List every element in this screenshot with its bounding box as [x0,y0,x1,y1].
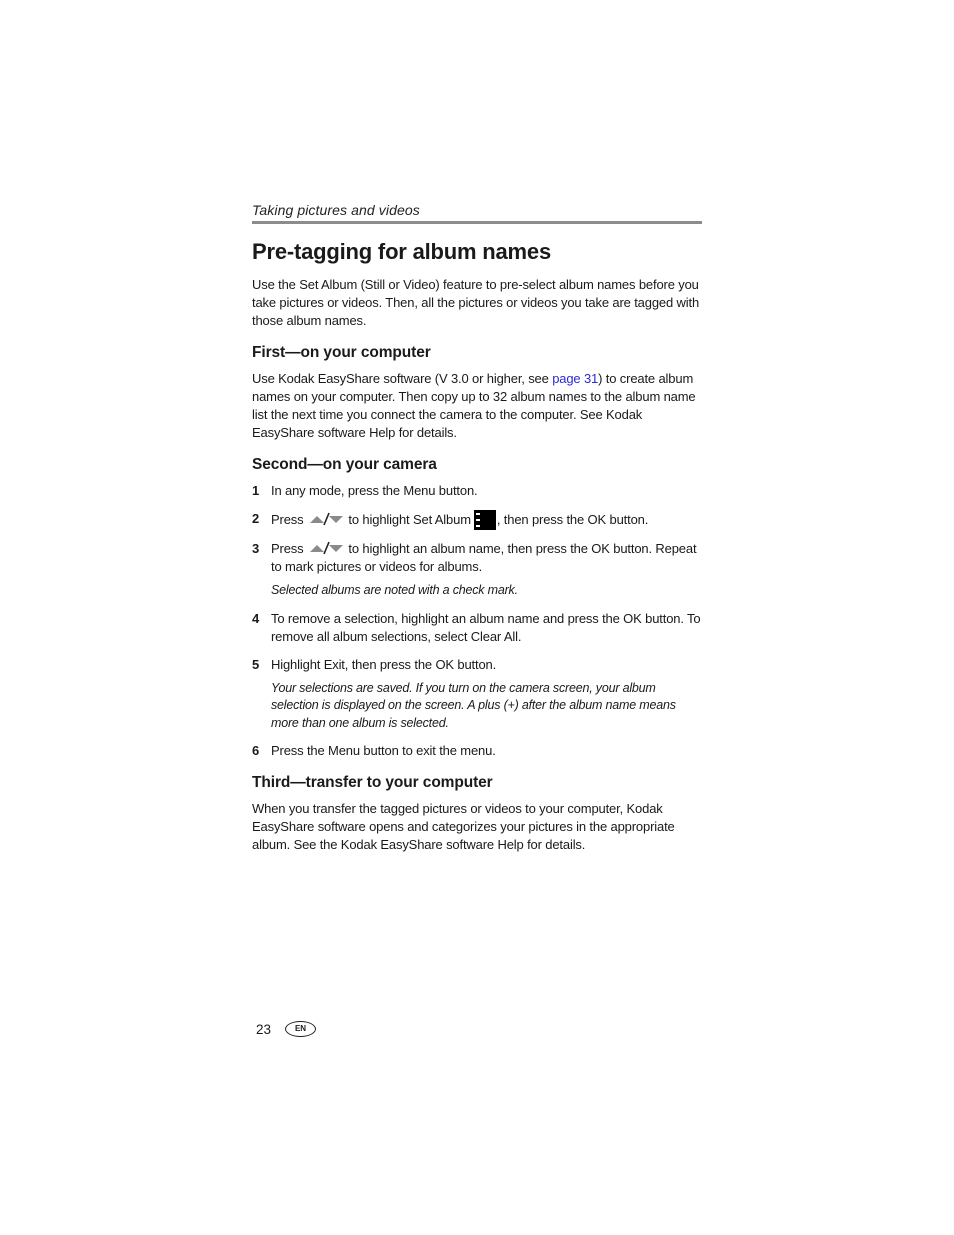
step-text-a: Press [271,541,304,556]
step-number: 3 [252,541,260,556]
step-text-c: , then press the OK button. [496,512,649,527]
step-number: 6 [252,743,260,758]
step-1 [252,482,702,500]
set-album-icon [474,510,496,530]
page-footer [256,1021,316,1037]
step-2 [252,510,702,530]
section-computer-paragraph [252,370,702,442]
page-title: Pre-tagging for album names [252,239,551,264]
up-down-arrows-icon [309,541,343,555]
section-transfer-paragraph: When you transfer the tagged pictures or videos to your computer, Kodak EasyShare software opens and categorizes your pictures in the appropriate album. See the Kodak EasyShare software Help for details. [252,801,675,852]
camera-steps-list [252,482,702,760]
language-badge: EN [285,1021,316,1037]
step-5 [252,656,702,733]
step-text: In any mode, press the Menu button. [271,483,478,498]
step-text: Highlight Exit, then press the OK button. [271,656,497,672]
intro-paragraph: Use the Set Album (Still or Video) feature to pre-select album names before you take pictures or videos. Then, all the pictures or videos you take are tagged with those album names. [252,277,700,328]
section-computer-text-b: ) to create album names on your computer. Then copy up to 32 album names to the album name list the next time you connect the camera to the computer. See Kodak EasyShare software Help for details. [252,371,696,440]
step-text-a: Press [271,512,304,527]
step-note: Selected albums are noted with a check mark. [271,583,518,597]
section-heading-transfer: Third—transfer to your computer [252,774,493,791]
step-number: 1 [252,483,260,498]
page-number: 23 [256,1021,272,1037]
step-3 [252,540,702,600]
page-content [252,202,702,854]
step-number: 2 [252,511,260,526]
step-number: 5 [252,656,260,672]
step-text-b: to highlight Set Album [348,512,471,527]
up-down-arrows-icon [309,512,343,526]
running-head: Taking pictures and videos [252,202,702,224]
section-heading-computer: First—on your computer [252,344,431,361]
section-computer-text-a: Use Kodak EasyShare software (V 3.0 or higher, see [252,371,553,386]
step-text: Press the Menu button to exit the menu. [271,743,496,758]
step-4 [252,610,702,646]
step-text-b: to highlight an album name, then press the OK button. Repeat to mark pictures or videos for albums. [271,541,697,574]
step-6 [252,742,702,760]
step-note: Your selections are saved. If you turn on the camera screen, your album selection is displayed on the screen. A plus (+) after the album name means more than one album is selected. [271,680,676,730]
step-text: To remove a selection, highlight an album name and press the OK button. To remove all album selections, select Clear All. [271,610,701,644]
section-heading-camera: Second—on your camera [252,456,437,473]
page-31-link[interactable]: page 31 [552,371,599,386]
step-number: 4 [252,610,260,626]
